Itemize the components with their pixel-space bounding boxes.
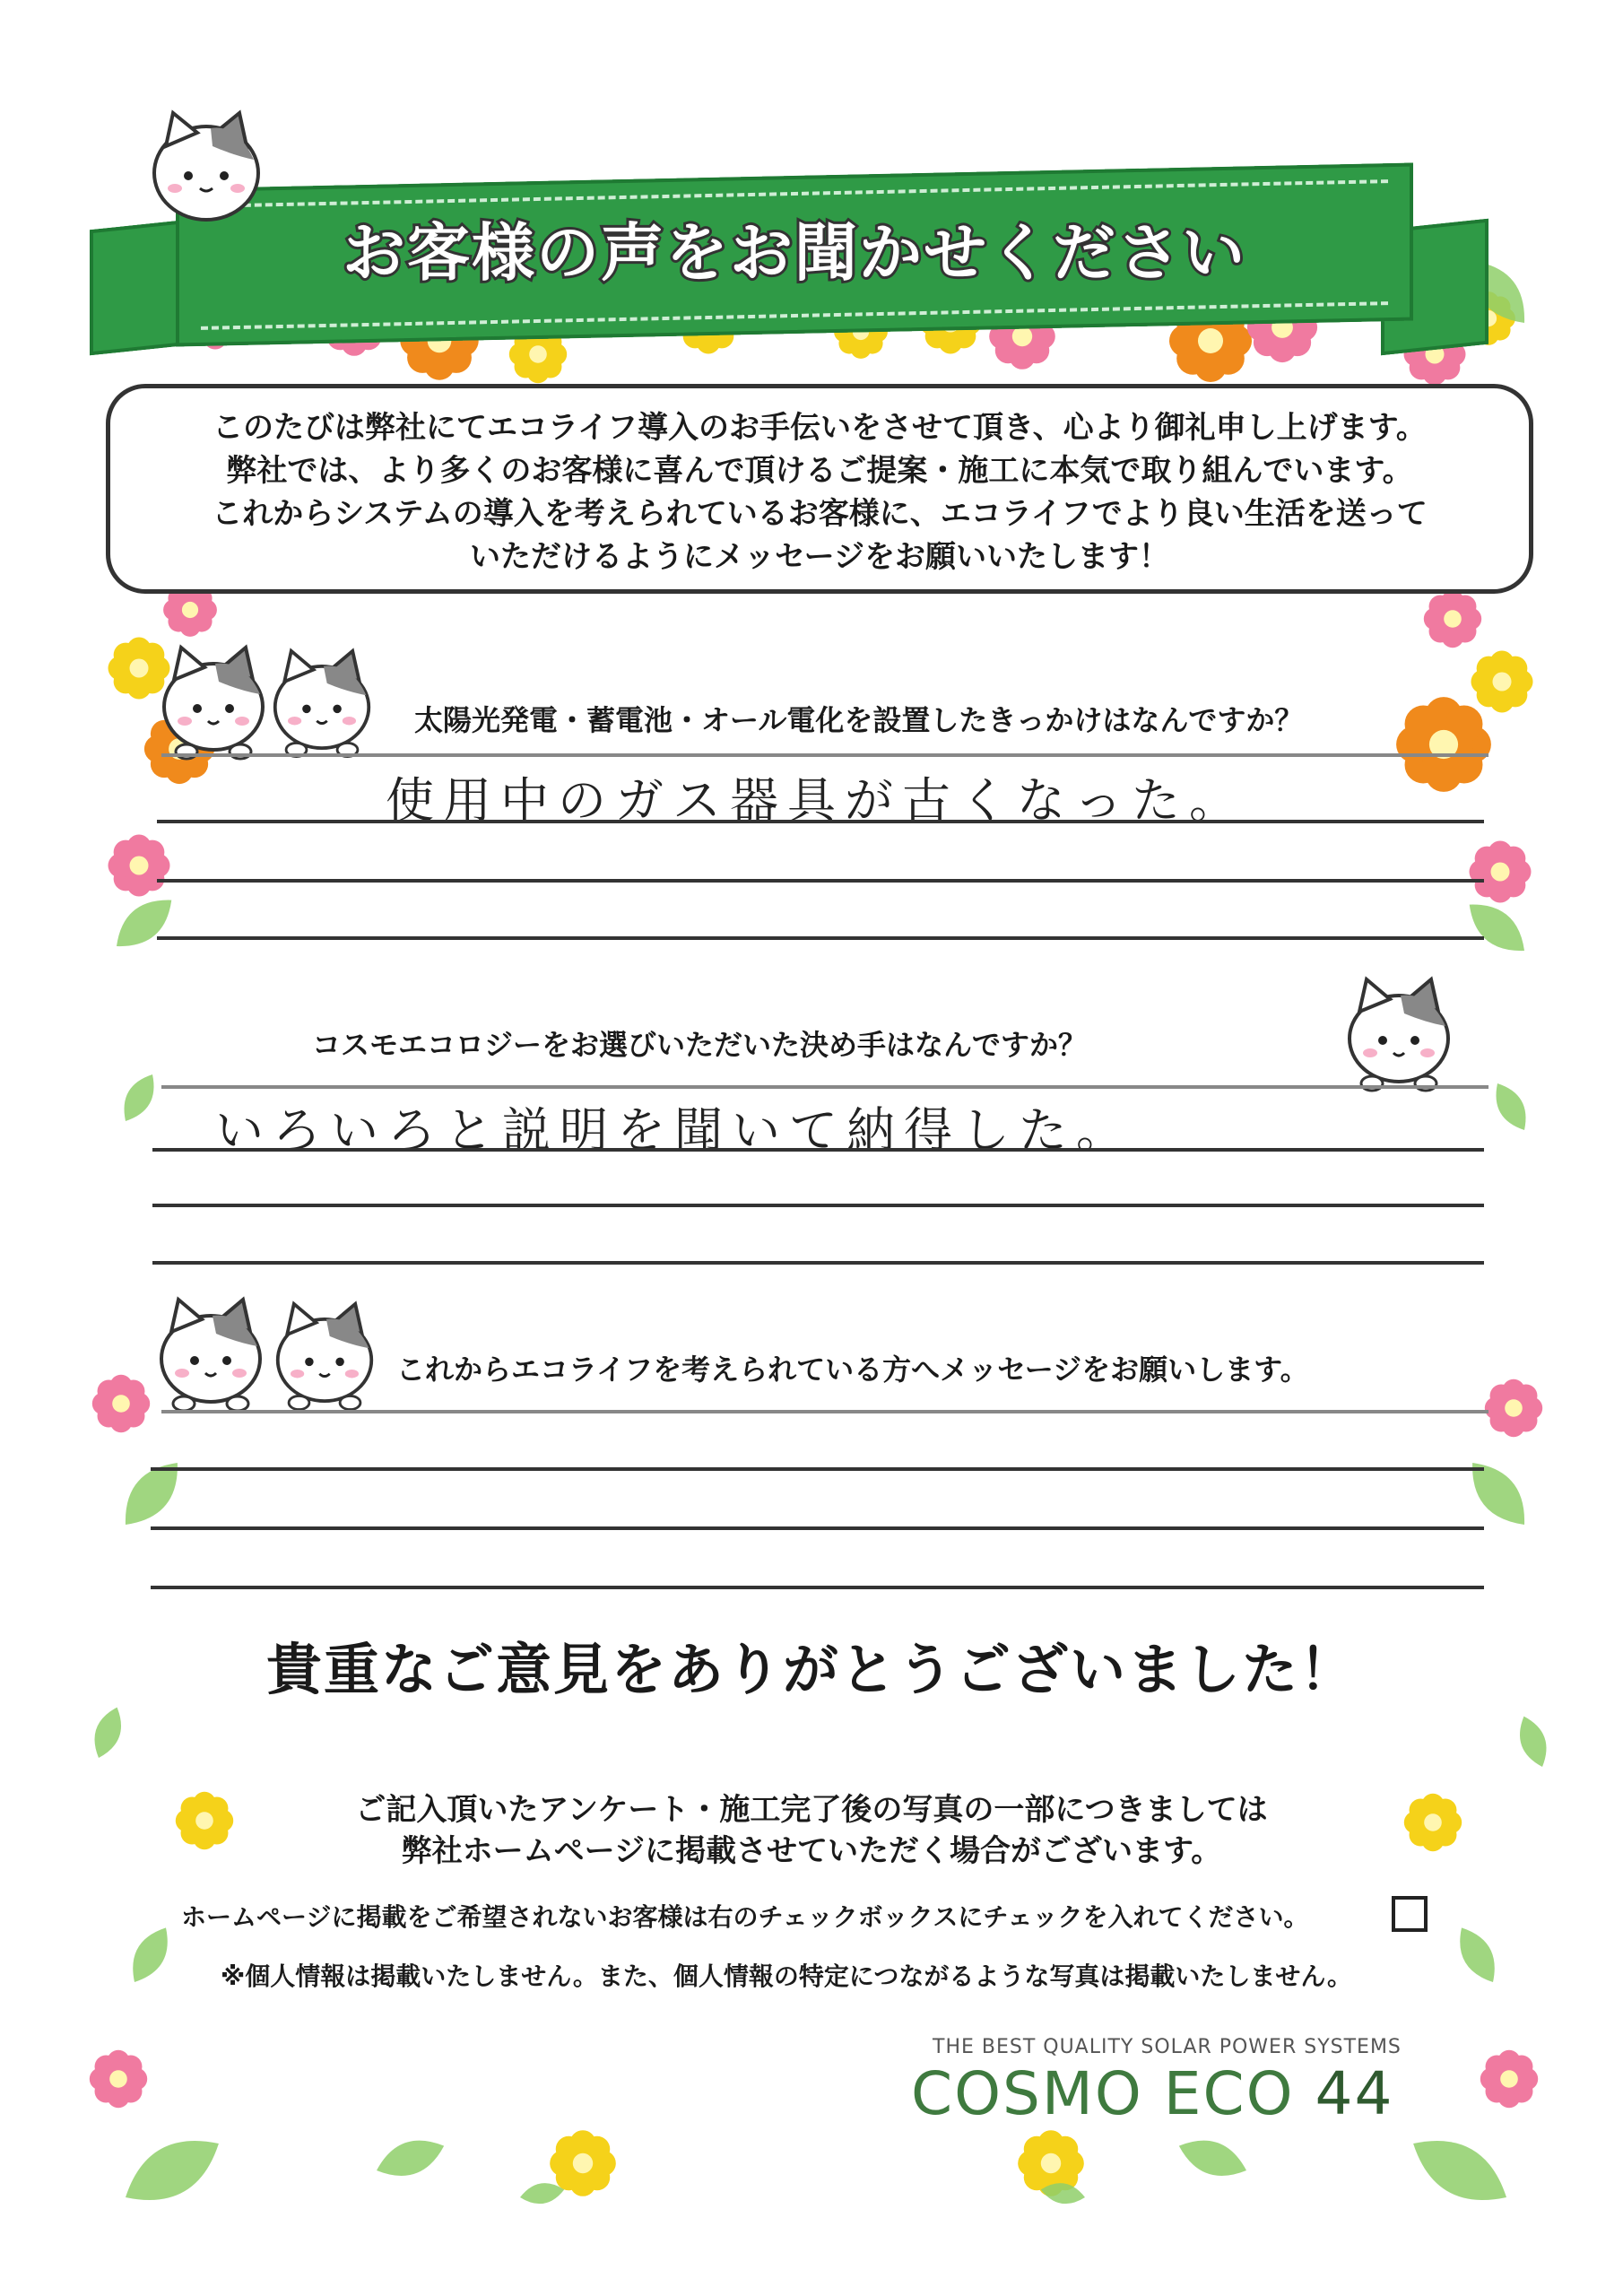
leaf-icon — [1449, 1921, 1505, 1989]
intro-line: いただけるようにメッセージをお願いいたします！ — [470, 539, 1169, 575]
intro-line: このたびは弊社にてエコライフ導入のお手伝いをさせて頂き、心より御礼申し上げます。 — [213, 410, 1427, 446]
flower-icon — [90, 2050, 147, 2108]
answer-line — [152, 1261, 1484, 1265]
flower-icon — [1396, 697, 1491, 792]
leaf-icon — [1039, 2179, 1087, 2207]
leaf-icon — [111, 1451, 191, 1536]
opt-out-label: ホームページに掲載をご希望されないお客様は右のチェックボックスにチェックを入れてください。 — [181, 1902, 1309, 1932]
leaf-icon — [87, 1703, 128, 1762]
cat-mascot-icon — [278, 1304, 372, 1410]
cat-mascot-icon — [161, 1300, 260, 1411]
answer-line — [157, 936, 1484, 940]
answer-line — [151, 1467, 1484, 1471]
flower-icon — [1018, 2130, 1084, 2196]
leaf-icon — [106, 888, 181, 959]
flower-icon — [1424, 590, 1481, 648]
flower-icon — [92, 1375, 150, 1432]
answer-line — [152, 1204, 1484, 1207]
privacy-note: ※個人情報は掲載いたしません。また、個人情報の特定につながるような写真は掲載いたしません。 — [221, 1961, 1353, 1991]
answer-line — [157, 879, 1484, 883]
question-1-answer: 使用中のガス器具が古くなった。 — [386, 772, 1246, 829]
answer-line — [151, 1586, 1484, 1589]
company-logo — [911, 2059, 1394, 2128]
leaf-icon — [1174, 2131, 1252, 2186]
flower-icon — [108, 835, 170, 897]
flower-icon — [1485, 1379, 1542, 1437]
cat-mascot-icon — [1350, 979, 1448, 1091]
page-title: お客様の声をお聞かせください — [343, 216, 1246, 290]
answer-line — [157, 820, 1484, 823]
logo-number: 44 — [1315, 2059, 1394, 2128]
flower-icon — [550, 2130, 616, 2196]
answer-line — [151, 1526, 1484, 1530]
leaf-icon — [1402, 2123, 1519, 2219]
question-1-label: 太陽光発電・蓄電池・オール電化を設置したきっかけはなんですか？ — [414, 703, 1304, 737]
flower-icon — [1471, 651, 1533, 713]
leaf-icon — [371, 2131, 449, 2186]
flower-icon — [108, 638, 170, 700]
question-1-divider — [161, 753, 1488, 757]
question-2-divider — [161, 1085, 1488, 1089]
question-2-label: コスモエコロジーをお選びいただいた決め手はなんですか？ — [312, 1028, 1088, 1062]
leaf-icon — [115, 1068, 162, 1126]
leaf-icon — [1513, 1712, 1554, 1771]
flower-icon — [144, 714, 214, 784]
leaf-icon — [1459, 892, 1534, 963]
cat-mascot-icon — [275, 651, 369, 757]
flower-icon — [1480, 2050, 1538, 2108]
thank-you-heading: 貴重なご意見をありがとうございました！ — [265, 1637, 1357, 1702]
publication-notice-line: 弊社ホームページに掲載させていただく場合がございます。 — [401, 1833, 1222, 1869]
cat-mascot-icon — [148, 106, 265, 231]
leaf-icon — [1459, 1451, 1539, 1536]
question-2-answer: いろいろと説明を聞いて納得した。 — [215, 1102, 1133, 1159]
question-3-divider — [161, 1410, 1488, 1413]
logo-tagline: THE BEST QUALITY SOLAR POWER SYSTEMS — [933, 2036, 1402, 2058]
flower-icon — [1470, 841, 1532, 903]
leaf-icon — [122, 1921, 178, 1989]
intro-line: これからシステムの導入を考えられているお客様に、エコライフでより良い生活を送って — [212, 496, 1428, 532]
leaf-icon — [518, 2179, 566, 2207]
question-3-label: これからエコライフを考えられている方へメッセージをお願いします。 — [396, 1352, 1309, 1387]
intro-message-box — [106, 384, 1533, 594]
answer-line — [152, 1148, 1484, 1152]
leaf-icon — [1487, 1077, 1534, 1135]
cat-mascot-icon — [164, 648, 263, 759]
logo-name: COSMO ECO — [911, 2059, 1295, 2128]
intro-line: 弊社では、より多くのお客様に喜んで頂けるご提案・施工に本気で取り組んでいます。 — [226, 453, 1413, 489]
leaf-icon — [114, 2123, 231, 2219]
opt-out-checkbox[interactable] — [1392, 1896, 1428, 1932]
publication-notice-line: ご記入頂いたアンケート・施工完了後の写真の一部につきましては — [355, 1792, 1268, 1828]
